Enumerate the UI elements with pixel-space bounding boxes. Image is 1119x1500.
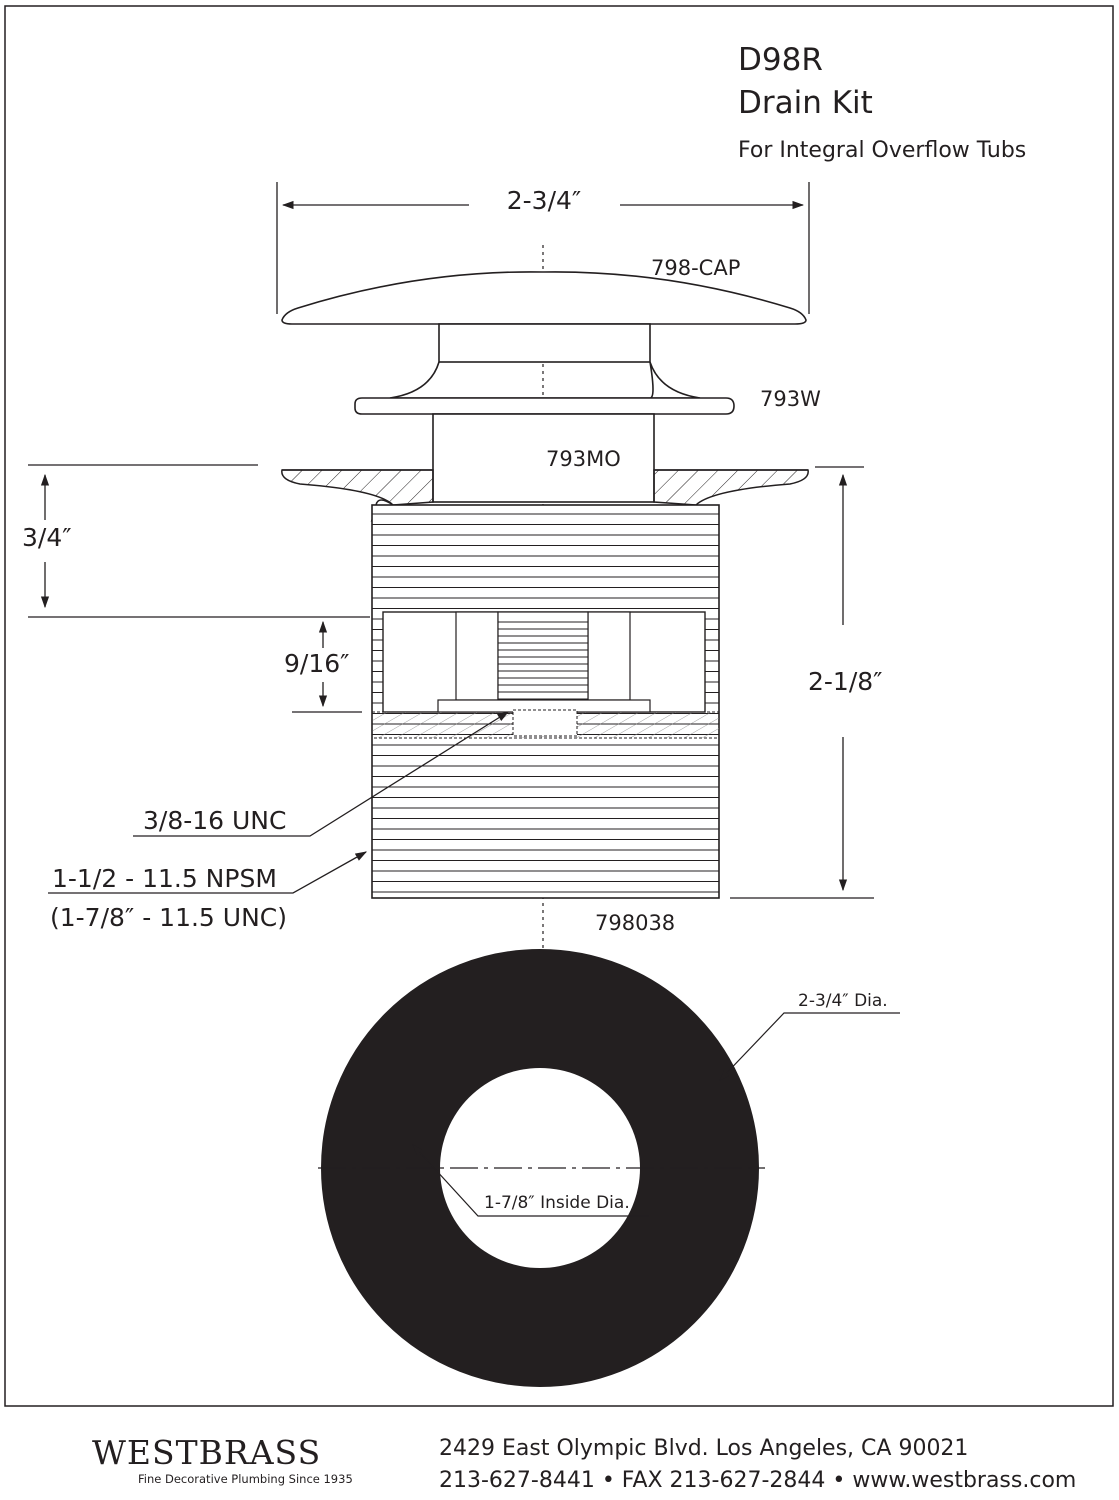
- flange-depth-dimension: [28, 465, 370, 617]
- brand-logo: WESTBRASS: [92, 1433, 322, 1472]
- body-thread-alt-label: (1-7/8″ - 11.5 UNC): [50, 903, 287, 932]
- body-height-label: 2-1/8″: [808, 667, 883, 696]
- washer-part: [355, 362, 734, 414]
- cap-label: 798-CAP: [651, 256, 741, 280]
- flange-depth-label: 3/4″: [22, 523, 72, 552]
- body-label: 798038: [595, 911, 676, 935]
- gasket-outer-label: 2-3/4″ Dia.: [798, 991, 888, 1011]
- company-contact: 213-627-8441 • FAX 213-627-2844 • www.westbrass.com: [439, 1468, 1077, 1493]
- threaded-body: [372, 505, 719, 898]
- footer: [92, 1433, 1076, 1493]
- body-thread-label: 1-1/2 - 11.5 NPSM: [52, 864, 277, 893]
- company-address: 2429 East Olympic Blvd. Los Angeles, CA 90021: [439, 1436, 969, 1461]
- mount-label: 793MO: [546, 447, 621, 471]
- product-subtitle: For Integral Overflow Tubs: [738, 138, 1027, 163]
- stud-thread-label: 3/8-16 UNC: [143, 806, 287, 835]
- gasket-inner-label: 1-7/8″ Inside Dia.: [484, 1193, 630, 1213]
- mount-part: [433, 414, 654, 502]
- product-name: Drain Kit: [738, 85, 873, 121]
- washer-label: 793W: [760, 387, 821, 411]
- model-number: D98R: [738, 42, 823, 78]
- brand-tagline: Fine Decorative Plumbing Since 1935: [138, 1472, 353, 1486]
- gasket-part: [318, 1009, 765, 1327]
- width-label: 2-3/4″: [506, 186, 582, 215]
- cap-part: [282, 272, 806, 362]
- title-block: [738, 42, 1026, 163]
- stopper-drop-label: 9/16″: [284, 649, 350, 678]
